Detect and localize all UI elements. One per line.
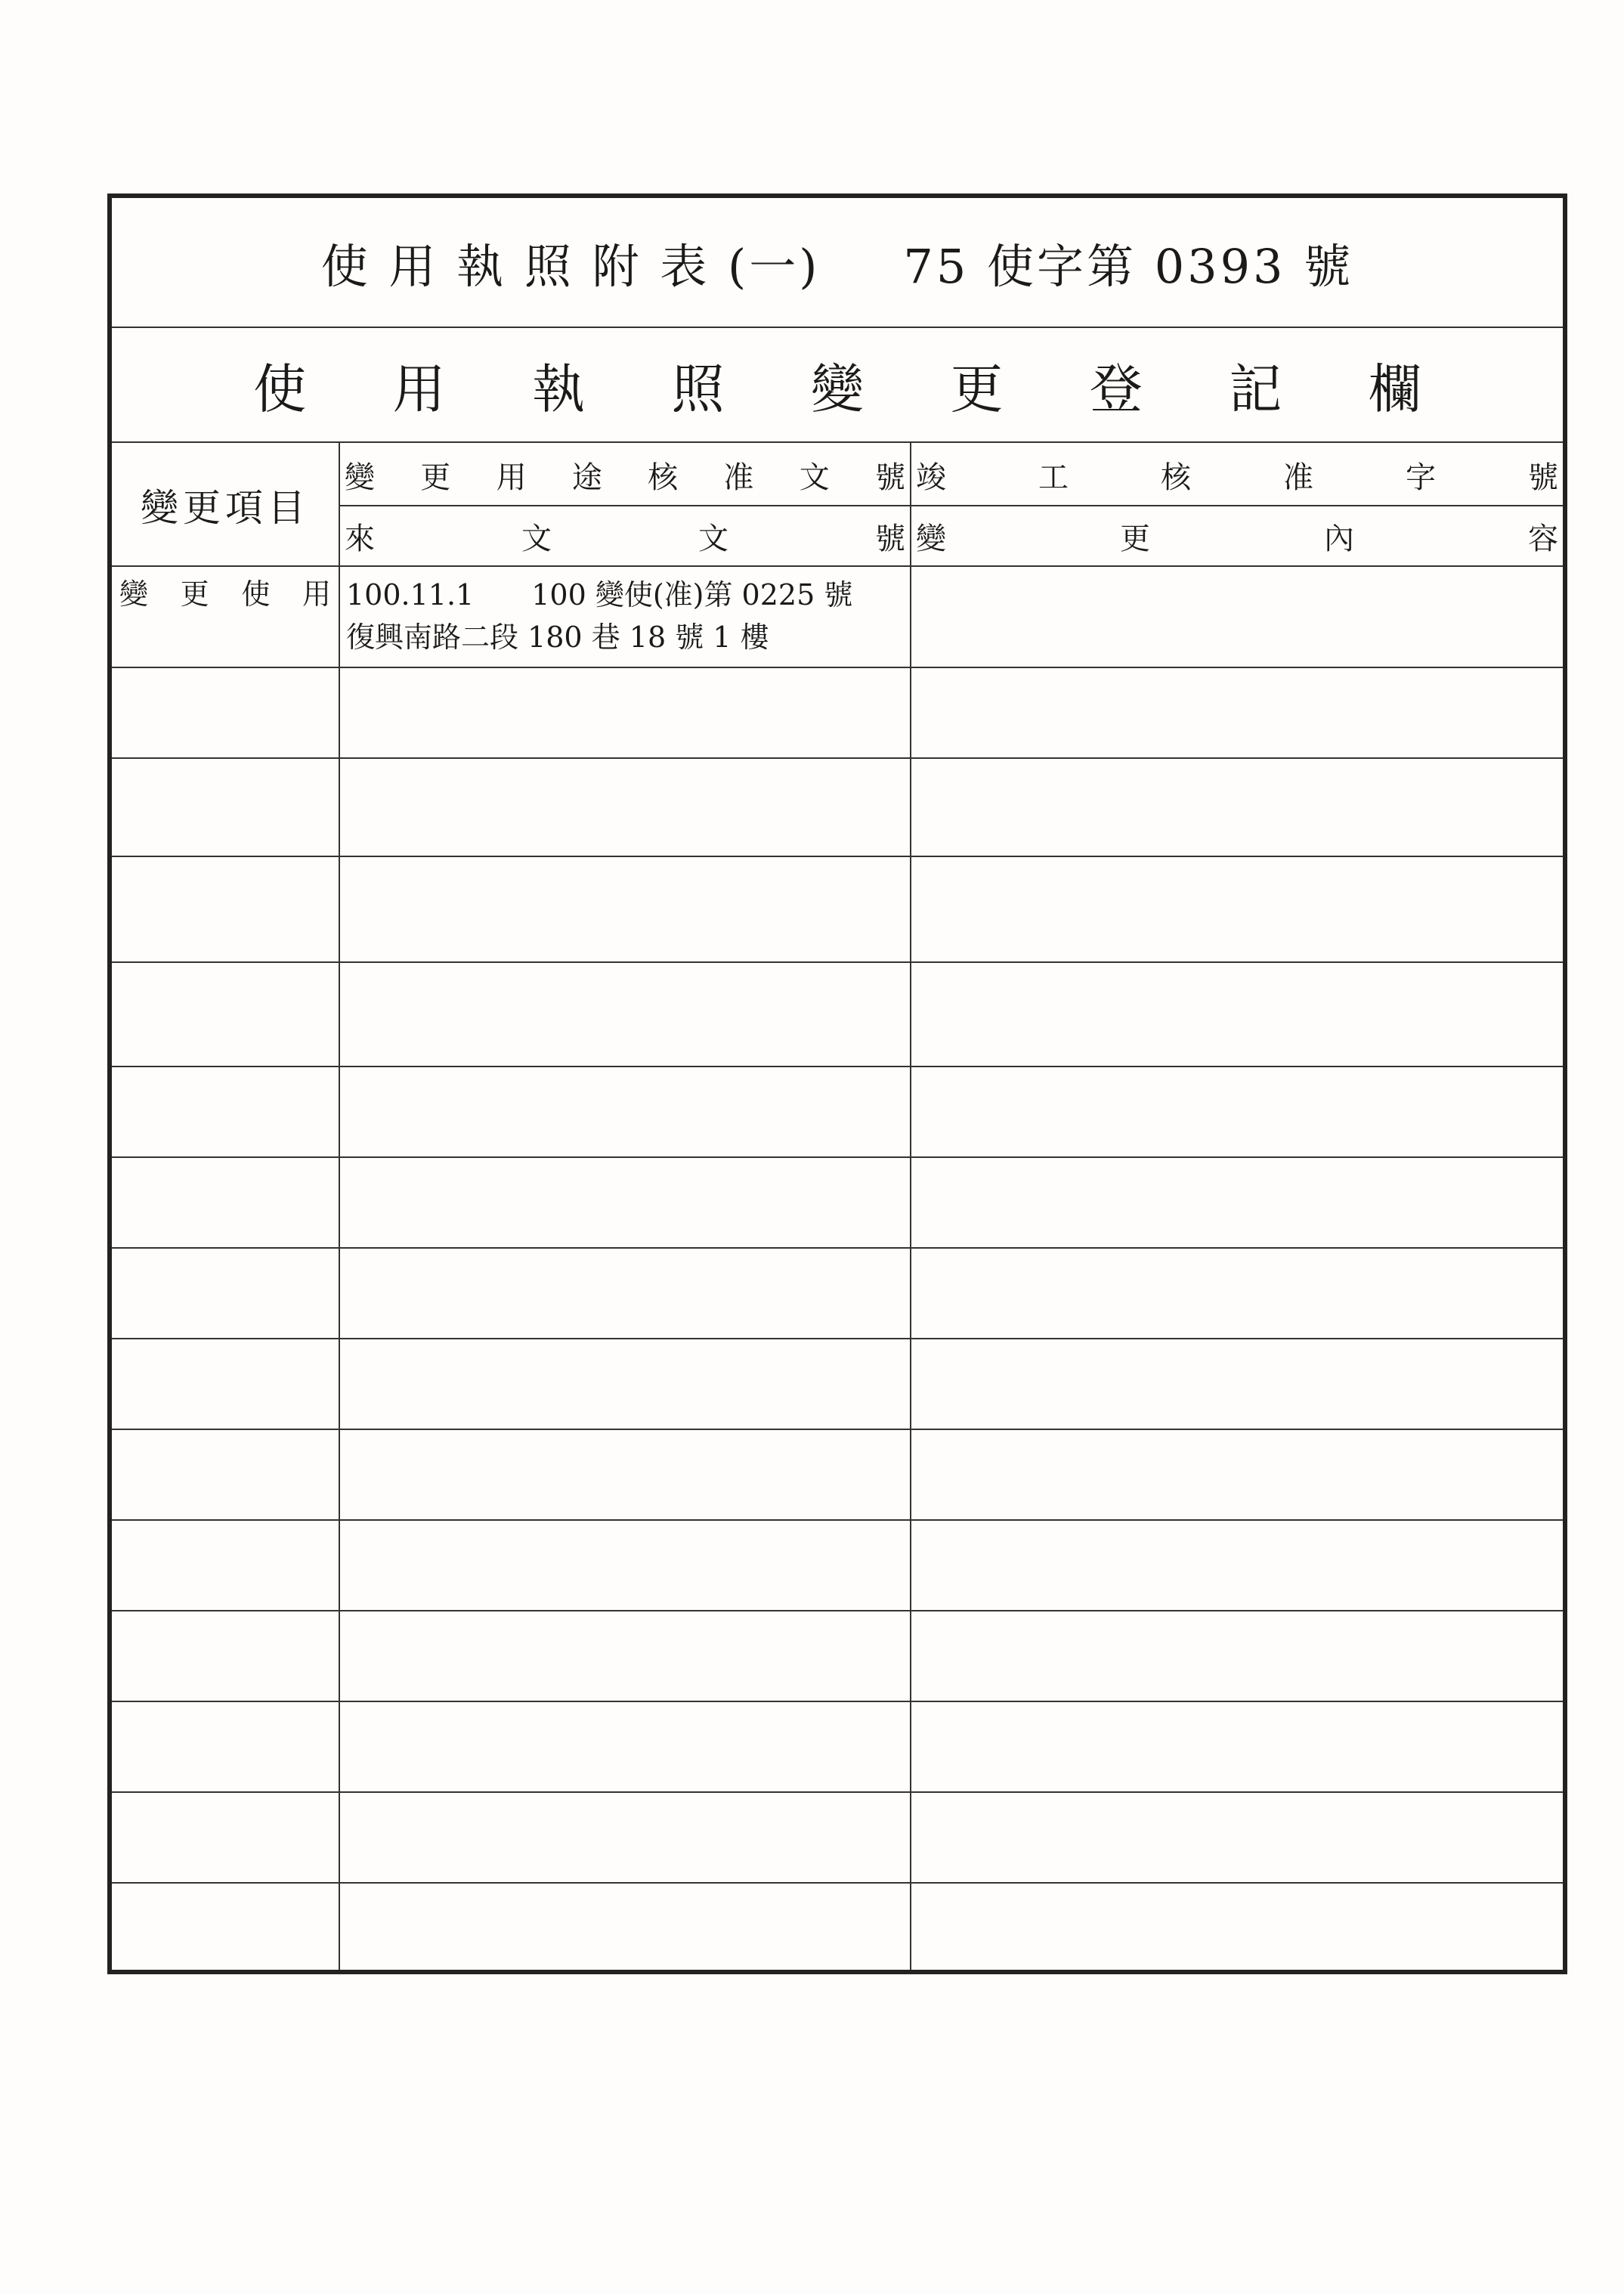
license-change-form [107,193,1567,1974]
table-row [112,961,1563,963]
entry-approval-line: 100.11.1 100 變使(准)第 0225 號 [346,578,853,611]
table-row [112,1066,1563,1067]
heading-char: 使 [253,358,307,420]
heading-char: 更 [950,358,1004,420]
table-row [112,1791,1563,1793]
table-row [112,1338,1563,1339]
entry-address-line: 復興南路二段 180 巷 18 號 1 樓 [346,621,769,654]
heading-char: 執 [532,358,586,420]
table-row [112,1882,1563,1884]
form-title-left: 使 用 執 照 附 表 (一) [320,238,821,294]
form-title [112,198,1563,327]
section-heading [112,328,1563,441]
table-row [112,1610,1563,1611]
header-approval-doc-no: 變 更 用 途 核 准 文 號 [345,460,905,495]
heading-char: 照 [671,358,725,420]
table-row [112,856,1563,857]
header-incoming-doc-no: 來 文 文 號 [345,521,905,556]
heading-char: 變 [810,358,864,420]
header-completion-approval-no: 竣 工 核 准 字 號 [916,460,1558,495]
license-number: 75 使字第 0393 號 [903,238,1354,294]
header-change-content: 變 更 內 容 [916,521,1558,556]
heading-char: 用 [392,358,446,420]
table-row [112,1247,1563,1249]
table-row [112,757,1563,759]
table-row [112,1519,1563,1521]
table-row [112,667,1563,668]
heading-char: 記 [1229,358,1282,420]
header-change-item: 變更項目 [141,486,310,530]
table-row [112,1156,1563,1158]
table-row [112,1701,1563,1702]
entry-change-item: 變 更 使 用 [119,577,331,611]
heading-char: 欄 [1368,358,1421,420]
heading-char: 登 [1089,358,1143,420]
table-row [112,1429,1563,1430]
